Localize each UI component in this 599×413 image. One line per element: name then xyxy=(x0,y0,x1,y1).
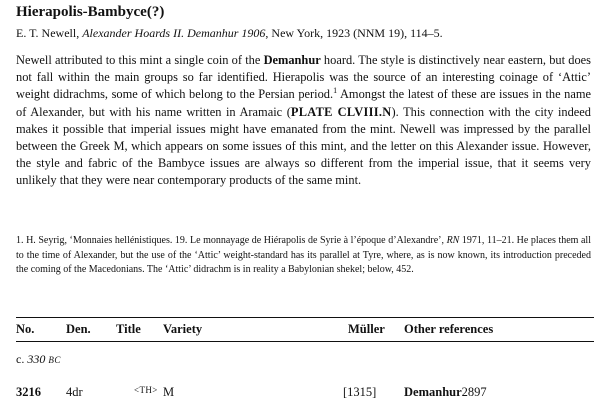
table-header-rule xyxy=(16,341,594,342)
body-segment-1: Newell attributed to this mint a single coin of the xyxy=(16,53,264,67)
catalogue-page: Hierapolis-Bambyce(?) E. T. Newell, Alexander Hoards II. Demanhur 1906, New York, 1923 (NNM 19), 114–5. Newell attributed to this mint a single coin of the Demanhur hoard. The style is distinctively near eastern, but does not fall within the main groups so far identified. Hierapolis was the source of an interesting coinage of ‘Attic’ weight didrachms, some of which belong to the Persian period.$^1$ Amongst the latest of these are issues in the name of Alexander, but with his name written in Aramaic (PLATE CLVIII.N). This connection with the city indeed makes it possible that imperial issues might have emanated from the mint. Newell was impressed by the parallel between the Greek M, which appears on some issues of this mint, and the letter on this Alexander issue. However, the style and fabric of the Bambyce issues are always so different from the imperial issue, that it seems very unlikely that they were near contemporary products of the same mint. 1. H. Seyrig, ‘Monnaies hellénistiques. 19. Le monnayage de Hiérapolis de Syrie à l’époque d’Alexandre’, RN 1971, 11–21. He places them all to the time of Alexander, but the use of the ‘Attic’ weight-standard has its parallel at Tyre, where, as is now known, its introduction preceded the coming of the Macedonians. The ‘Attic’ didrachm is in reality a Babylonian shekel; below, 452. No. Den. Title Variety Müller Other references c. 330 BC 3216 4dr <TH> M [1315] Demanhur 2897 xyxy=(0,0,599,413)
row-other-references xyxy=(404,385,487,400)
row-hoard-number: 2897 xyxy=(461,385,487,399)
footnote-text-a: 1. H. Seyrig, ‘Monnaies hellénistiques. 19. Le monnayage de Hiérapolis de Syrie à l’époque d’Alexandre’, xyxy=(16,235,447,246)
header-variety: Variety xyxy=(163,322,203,336)
body-segment-3: Amongst the latest of these are issues in the name of Alexander, but with his name written in Aramaic ( xyxy=(16,87,591,119)
citation-rest: , New York, 1923 (NNM 19), 114–5. xyxy=(265,26,443,40)
row-hoard: Demanhur xyxy=(404,385,462,399)
body-paragraph xyxy=(16,52,591,190)
footnote xyxy=(16,234,591,278)
period-era: BC xyxy=(48,355,61,365)
bibliographic-citation xyxy=(16,26,443,41)
citation-work: Alexander Hoards II. Demanhur 1906 xyxy=(82,26,266,40)
body-segment-2: hoard. The style is distinctively near eastern, but does not fall within the main groups so far identified. Hierapolis was the source of an interesting coinage of ‘Attic’ weight didrachms, some of which belong to the Persian period. xyxy=(16,53,591,102)
table-top-rule xyxy=(16,317,594,318)
body-segment-4: ). This connection with the city indeed makes it possible that imperial issues might have emanated from the mint. Newell was impressed by the parallel between the Greek M, which appears on some issues of this mint, and the letter on this Alexander issue. However, the style and fabric of the Bambyce issues are always so different from the imperial issue, that it seems very unlikely that they were near contemporary products of the same mint. xyxy=(16,104,592,188)
citation-author: E. T. Newell, xyxy=(16,26,83,40)
header-no: No. xyxy=(16,322,35,336)
section-title: Hierapolis-Bambyce(?) xyxy=(16,4,165,20)
period-year: 330 xyxy=(27,352,46,366)
footnote-marker[interactable]: 1 xyxy=(333,86,338,96)
hoard-name: Demanhur xyxy=(263,53,321,67)
row-variety: M xyxy=(163,385,175,399)
plate-reference: PLATE CLVIII.N xyxy=(290,104,392,119)
header-title: Title xyxy=(116,322,141,336)
header-other-references: Other references xyxy=(404,322,494,336)
footnote-text-b: 1971, 11–21. He places them all to the time of Alexander, but the use of the ‘Attic’ weight-standard has its parallel at Tyre, where, as is now known, its introduction preceded the coming of the Macedonians. The ‘Attic’ didrachm is in reality a Babylonian shekel; below, 452. xyxy=(16,235,591,275)
footnote-journal: RN xyxy=(446,235,460,246)
header-den: Den. xyxy=(66,322,91,336)
row-no: 3216 xyxy=(16,385,41,399)
period-label: c. 330 BC xyxy=(16,352,61,366)
row-muller: [1315] xyxy=(343,385,377,399)
row-den: 4dr xyxy=(66,385,83,399)
header-muller: Müller xyxy=(348,322,385,336)
